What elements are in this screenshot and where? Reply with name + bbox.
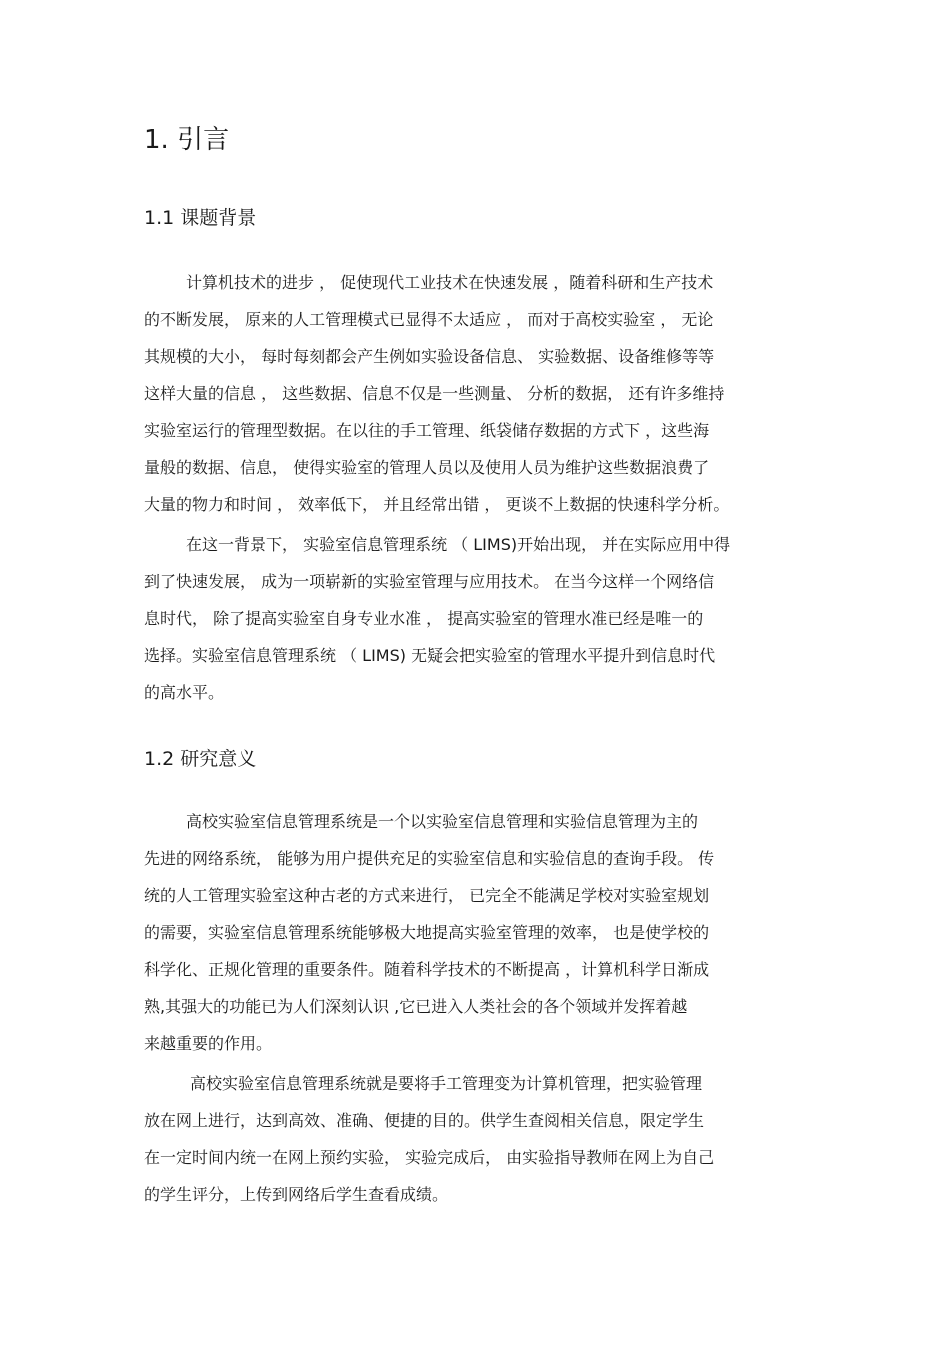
paragraph-line: 熟,其强大的功能已为人们深刻认识 ,它已进入人类社会的各个领域并发挥着越	[144, 997, 688, 1016]
paragraph-line: 的学生评分，上传到网络后学生查看成绩。	[144, 1185, 449, 1204]
paragraph-line: 来越重要的作用。	[144, 1034, 273, 1053]
paragraph-line: 到了快速发展， 成为一项崭新的实验室管理与应用技术。 在当今这样一个网络信	[144, 572, 715, 591]
paragraph-line: 其规模的大小， 每时每刻都会产生例如实验设备信息、 实验数据、设备维修等等	[144, 347, 715, 366]
chapter-title: 1. 引言	[144, 125, 230, 155]
paragraph-line: 在这一背景下， 实验室信息管理系统 （ LIMS)开始出现， 并在实际应用中得	[186, 535, 731, 554]
paragraph-line: 计算机技术的进步 ， 促使现代工业技术在快速发展 ，随着科研和生产技术	[186, 273, 714, 292]
paragraph-line: 的高水平。	[144, 683, 225, 702]
paragraph-line: 量般的数据、信息， 使得实验室的管理人员以及使用人员为维护这些数据浪费了	[144, 458, 710, 477]
section-title-background: 1.1 课题背景	[144, 207, 257, 229]
paragraph-line: 科学化、正规化管理的重要条件。随着科学技术的不断提高 ，计算机科学日渐成	[144, 960, 710, 979]
paragraph-line: 高校实验室信息管理系统就是要将手工管理变为计算机管理，把实验管理	[190, 1074, 703, 1093]
paragraph-line: 的需要，实验室信息管理系统能够极大地提高实验室管理的效率， 也是使学校的	[144, 923, 710, 942]
paragraph-line: 实验室运行的管理型数据。在以往的手工管理、纸袋储存数据的方式下 ，这些海	[144, 421, 710, 440]
paragraph-line: 息时代， 除了提高实验室自身专业水准 ， 提高实验室的管理水准已经是唯一的	[144, 609, 704, 628]
paragraph-line: 在一定时间内统一在网上预约实验， 实验完成后， 由实验指导教师在网上为自己	[144, 1148, 715, 1167]
paragraph-line: 大量的物力和时间 ， 效率低下， 并且经常出错 ， 更谈不上数据的快速科学分析。	[144, 495, 730, 514]
paragraph-line: 的不断发展， 原来的人工管理模式已显得不太适应 ， 而对于高校实验室 ， 无论	[144, 310, 714, 329]
paragraph-line: 先进的网络系统， 能够为用户提供充足的实验室信息和实验信息的查询手段。 传	[144, 849, 715, 868]
paragraph-line: 高校实验室信息管理系统是一个以实验室信息管理和实验信息管理为主的	[186, 812, 699, 831]
paragraph-line: 选择。实验室信息管理系统 （ LIMS) 无疑会把实验室的管理水平提升到信息时代	[144, 646, 716, 665]
paragraph-line: 这样大量的信息 ， 这些数据、信息不仅是一些测量、 分析的数据， 还有许多维持	[144, 384, 725, 403]
paragraph-line: 放在网上进行，达到高效、准确、便捷的目的。供学生查阅相关信息，限定学生	[144, 1111, 705, 1130]
section-title-significance: 1.2 研究意义	[144, 748, 257, 770]
paragraph-line: 统的人工管理实验室这种古老的方式来进行， 已完全不能满足学校对实验室规划	[144, 886, 710, 905]
